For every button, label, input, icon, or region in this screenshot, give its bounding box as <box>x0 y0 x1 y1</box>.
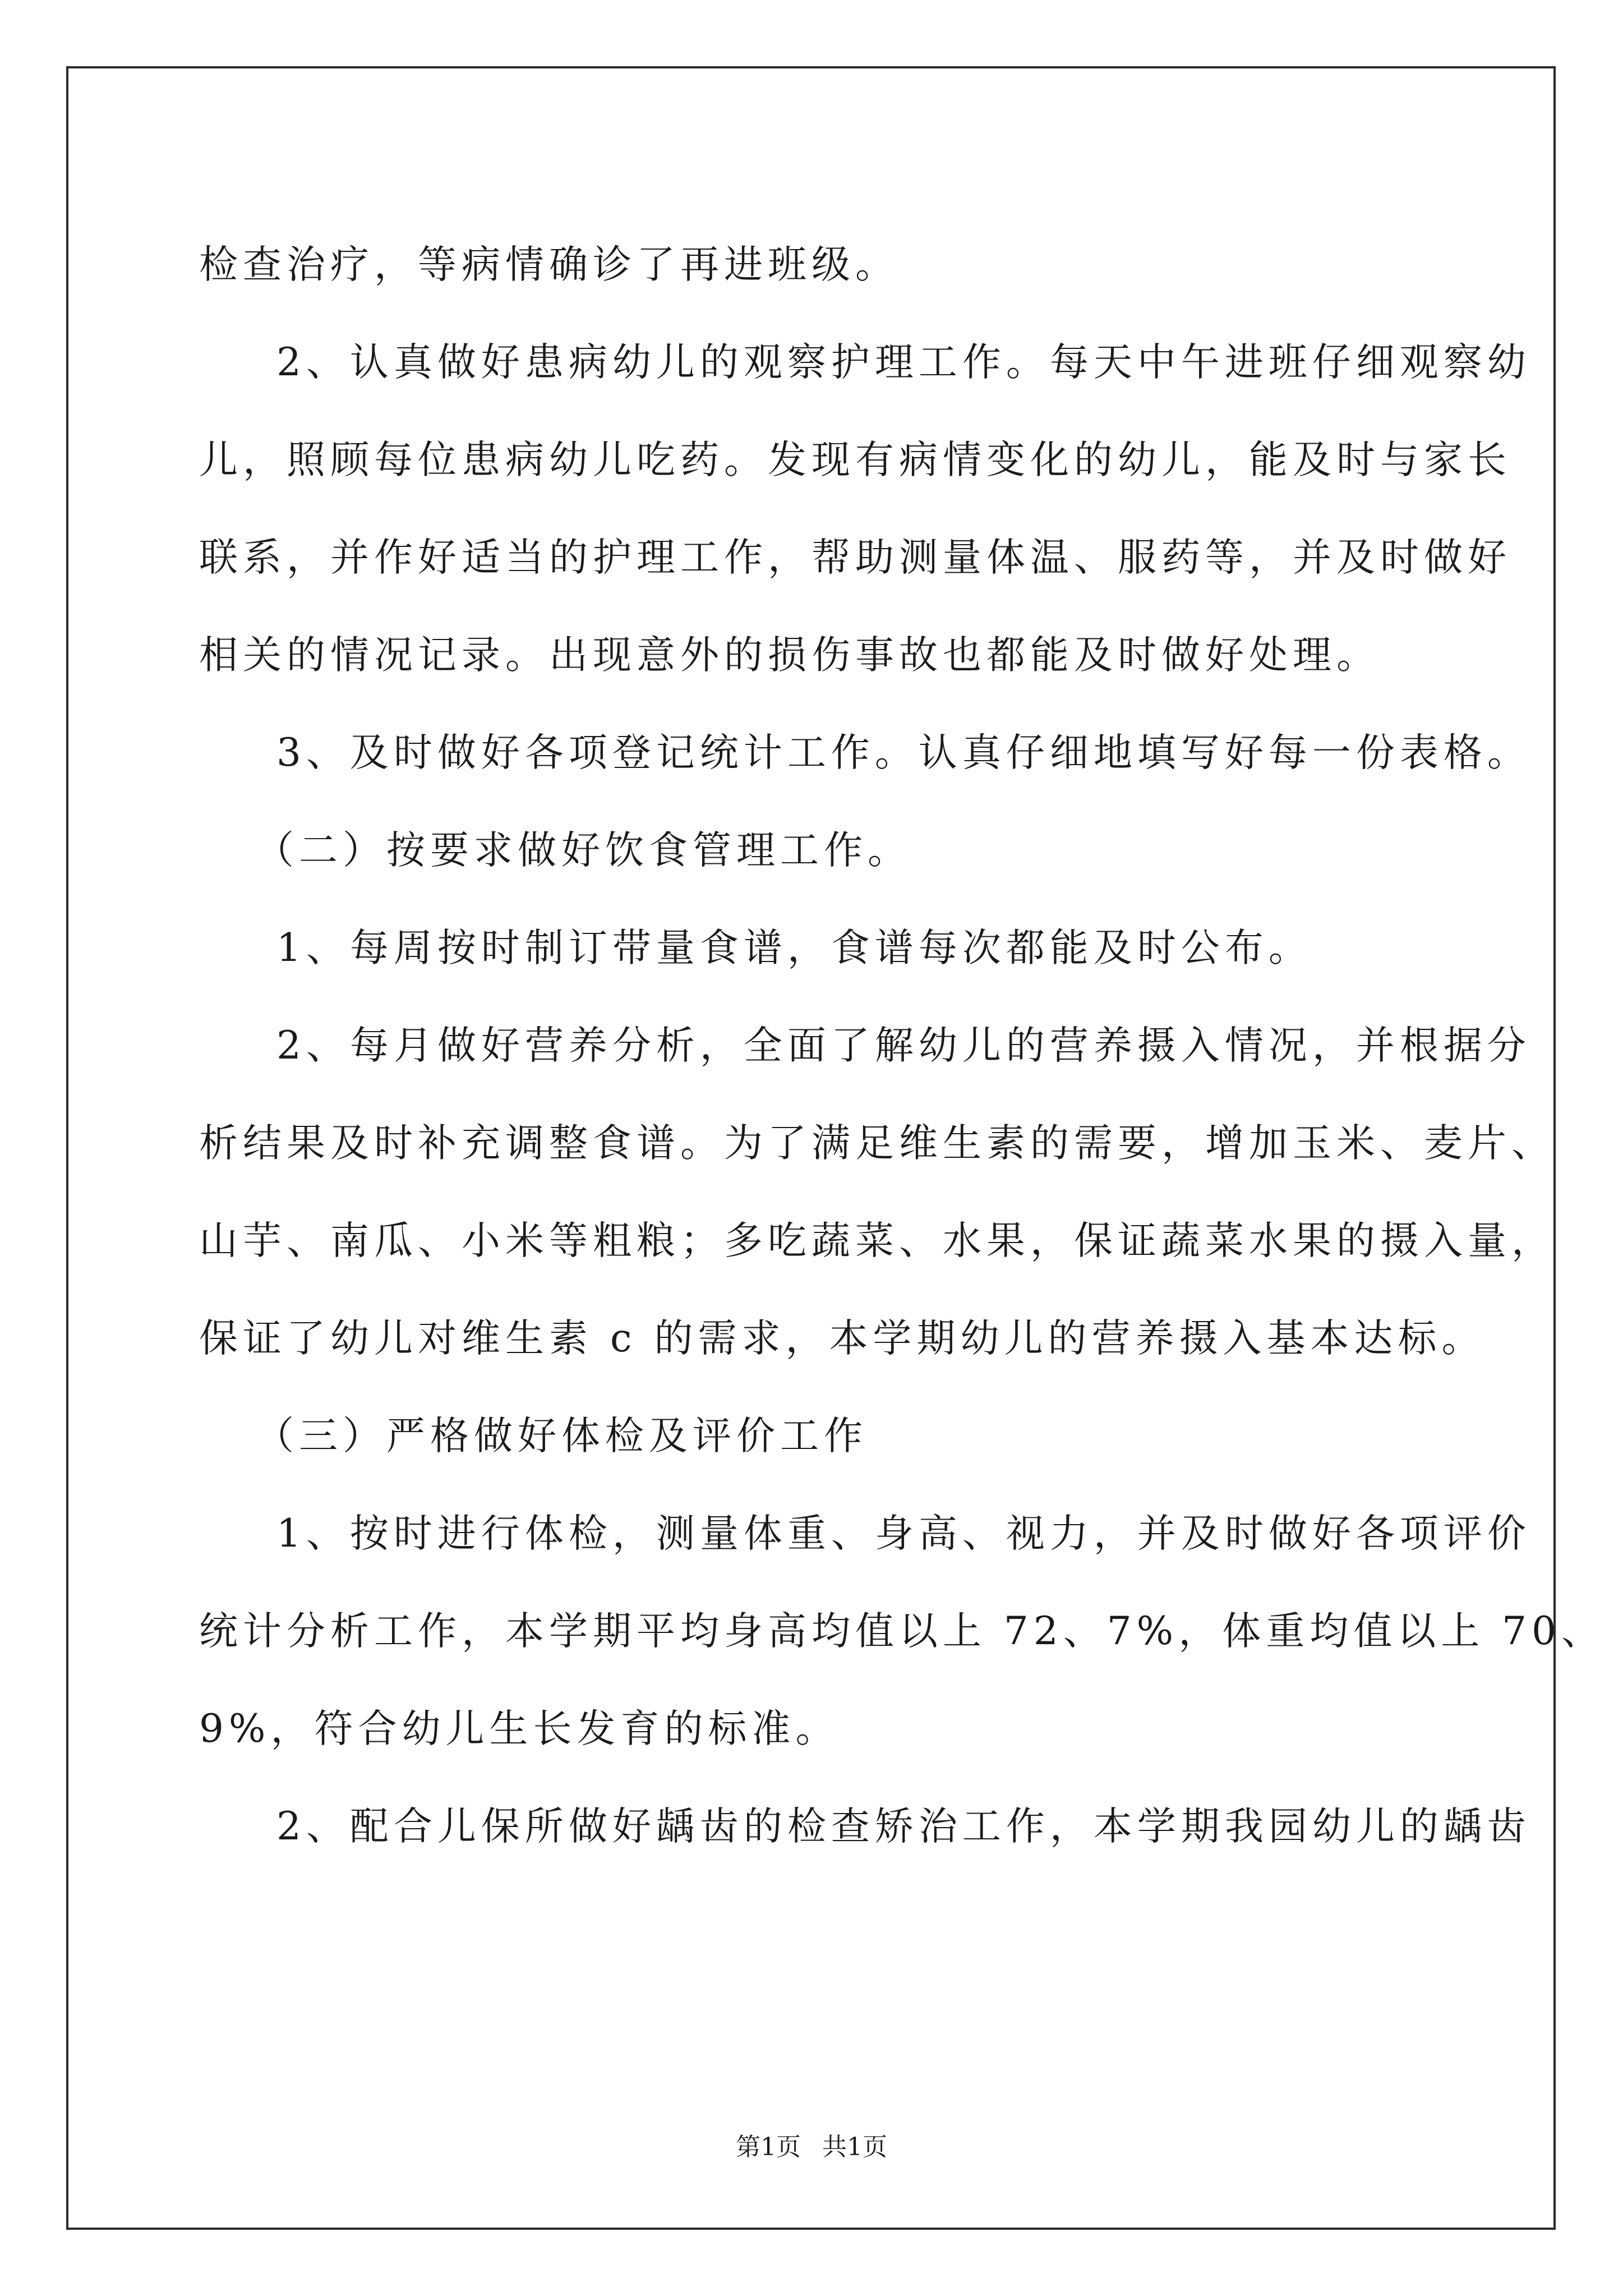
text-line: 2、认真做好患病幼儿的观察护理工作。每天中午进班仔细观察幼 <box>276 340 1531 385</box>
text-line: 统计分析工作，本学期平均身高均值以上 72、7%，体重均值以上 70、 <box>199 1609 1605 1654</box>
text-line: 检查治疗，等病情确诊了再进班级。 <box>199 242 899 287</box>
section-heading: （二）按要求做好饮食管理工作。 <box>255 828 911 873</box>
page-footer <box>0 2131 1623 2164</box>
text-line: 1、按时进行体检，测量体重、身高、视力，并及时做好各项评价 <box>276 1511 1531 1556</box>
text-line: 儿，照顾每位患病幼儿吃药。发现有病情变化的幼儿，能及时与家长 <box>199 438 1511 482</box>
text-line: 相关的情况记录。出现意外的损伤事故也都能及时做好处理。 <box>199 633 1380 678</box>
text-line: 3、及时做好各项登记统计工作。认真仔细地填写好每一份表格。 <box>276 730 1531 775</box>
text-line: 保证了幼儿对维生素 c 的需求，本学期幼儿的营养摄入基本达标。 <box>199 1316 1486 1361</box>
page-total: 共1页 <box>822 2133 887 2161</box>
page-number: 第1页 <box>736 2133 801 2161</box>
text-line: 2、每月做好营养分析，全面了解幼儿的营养摄入情况，并根据分 <box>276 1023 1531 1068</box>
document-body <box>199 216 1605 1875</box>
text-line: 9%，符合幼儿生长发育的标准。 <box>199 1706 840 1751</box>
section-heading: （三）严格做好体检及评价工作 <box>255 1414 868 1458</box>
text-line: 山芋、南瓜、小米等粗粮；多吃蔬菜、水果，保证蔬菜水果的摄入量， <box>199 1218 1555 1263</box>
text-line: 析结果及时补充调整食谱。为了满足维生素的需要，增加玉米、麦片、 <box>199 1121 1555 1166</box>
text-line: 联系，并作好适当的护理工作，帮助测量体温、服药等，并及时做好 <box>199 535 1511 580</box>
text-line: 1、每周按时制订带量食谱，食谱每次都能及时公布。 <box>276 926 1312 970</box>
text-line: 2、配合儿保所做好龋齿的检查矫治工作，本学期我园幼儿的龋齿 <box>276 1804 1531 1849</box>
